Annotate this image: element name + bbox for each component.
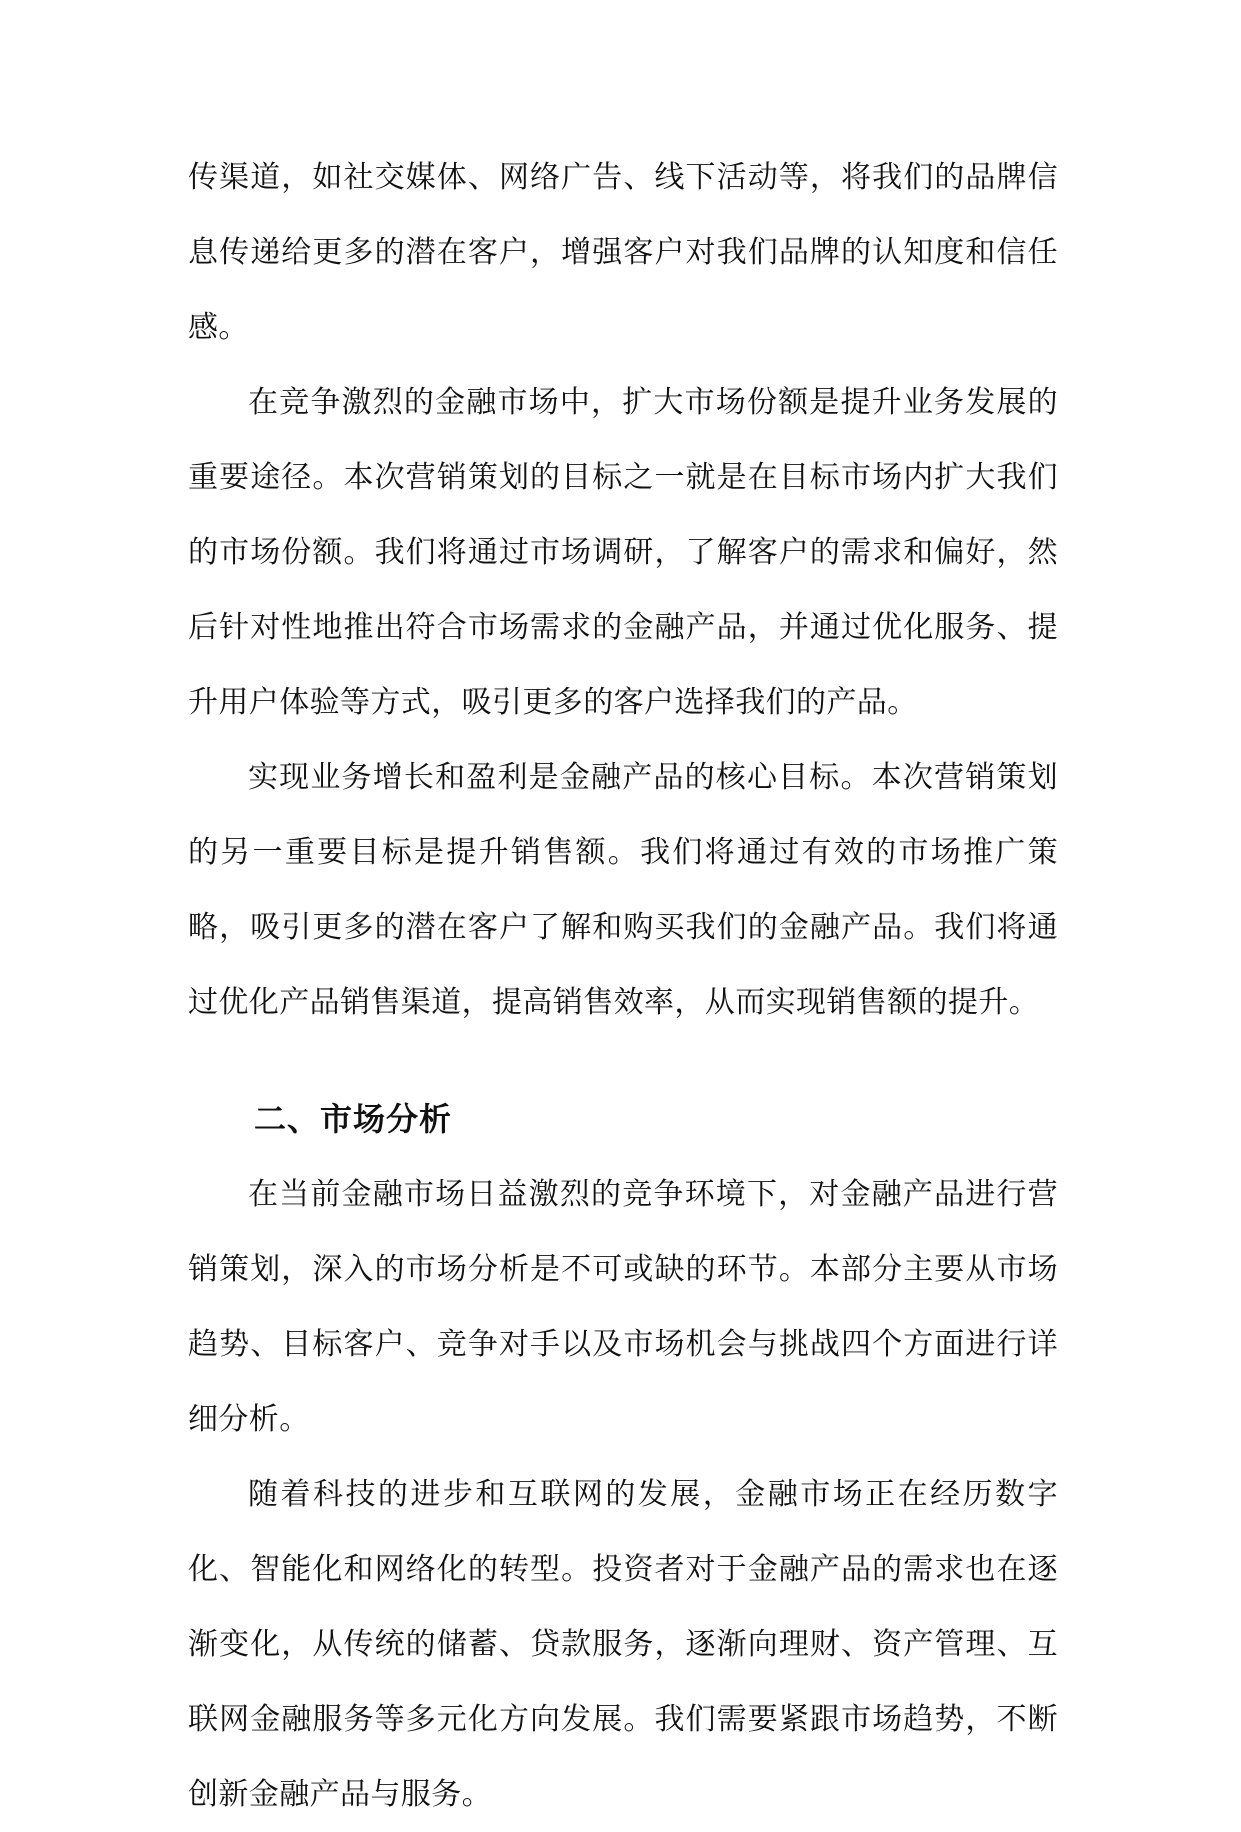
section-heading-market-analysis: 二、市场分析 [254,1100,453,1138]
paragraph-market-share: 在竞争激烈的金融市场中，扩大市场份额是提升业务发展的重要途径。本次营销策划的目标之一就是在目标市场内扩大我们的市场份额。我们将通过市场调研，了解客户的需求和偏好，然后针对性地推出符合市场需求的金融产品，并通过优化服务、提升用户体验等方式，吸引更多的客户选择我们的产品。 [188,385,1058,720]
paragraph-analysis-intro: 在当前金融市场日益激烈的竞争环境下，对金融产品进行营销策划，深入的市场分析是不可或缺的环节。本部分主要从市场趋势、目标客户、竞争对手以及市场机会与挑战四个方面进行详细分析。 [188,1177,1058,1437]
paragraph-continuation: 传渠道，如社交媒体、网络广告、线下活动等，将我们的品牌信息传递给更多的潜在客户，增强客户对我们品牌的认知度和信任感。 [188,160,1058,345]
document-body [188,140,1058,1832]
paragraph-sales-growth: 实现业务增长和盈利是金融产品的核心目标。本次营销策划的另一重要目标是提升销售额。我们将通过有效的市场推广策略，吸引更多的潜在客户了解和购买我们的金融产品。我们将通过优化产品销售渠道，提高销售效率，从而实现销售额的提升。 [188,760,1058,1020]
paragraph-market-trends: 随着科技的进步和互联网的发展，金融市场正在经历数字化、智能化和网络化的转型。投资者对于金融产品的需求也在逐渐变化，从传统的储蓄、贷款服务，逐渐向理财、资产管理、互联网金融服务等多元化方向发展。我们需要紧跟市场趋势，不断创新金融产品与服务。 [188,1477,1058,1812]
